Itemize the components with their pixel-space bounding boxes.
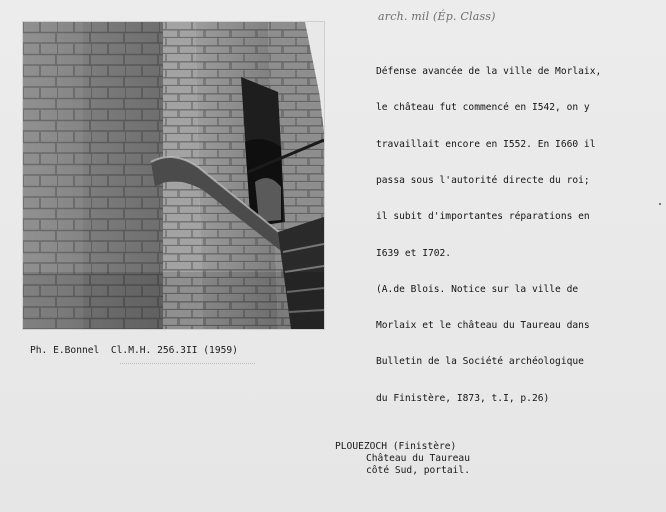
location-view: côté Sud, portail. bbox=[366, 465, 470, 476]
castle-wall-image bbox=[23, 22, 324, 329]
paper-speck bbox=[659, 203, 661, 205]
location-caption bbox=[335, 441, 470, 477]
description-line: I639 et I702. bbox=[376, 247, 452, 259]
description-line: du Finistère, I873, t.I, p.26) bbox=[376, 392, 550, 404]
photo-credit: Ph. E.Bonnel Cl.M.H. 256.3II (1959) bbox=[30, 345, 238, 356]
handwritten-classification: arch. mil (Ép. Class) bbox=[378, 10, 496, 23]
description-line: il subit d'importantes réparations en bbox=[376, 211, 590, 223]
location-monument: Château du Taureau bbox=[366, 453, 470, 464]
faint-divider bbox=[120, 363, 255, 365]
description-line: (A.de Blois. Notice sur la ville de bbox=[376, 283, 579, 295]
location-commune: PLOUEZOCH (Finistère) bbox=[335, 441, 457, 452]
description-line: Bulletin de la Société archéologique bbox=[376, 356, 584, 368]
castle-photograph bbox=[23, 22, 324, 329]
description-line: Défense avancée de la ville de Morlaix, bbox=[376, 66, 602, 78]
description-line: passa sous l'autorité directe du roi; bbox=[376, 175, 590, 187]
description-line: travaillait encore en I552. En I660 il bbox=[376, 138, 596, 150]
description-line: le château fut commencé en I542, on y bbox=[376, 102, 590, 114]
description-line: Morlaix et le château du Taureau dans bbox=[376, 320, 590, 332]
description-text bbox=[376, 42, 638, 429]
